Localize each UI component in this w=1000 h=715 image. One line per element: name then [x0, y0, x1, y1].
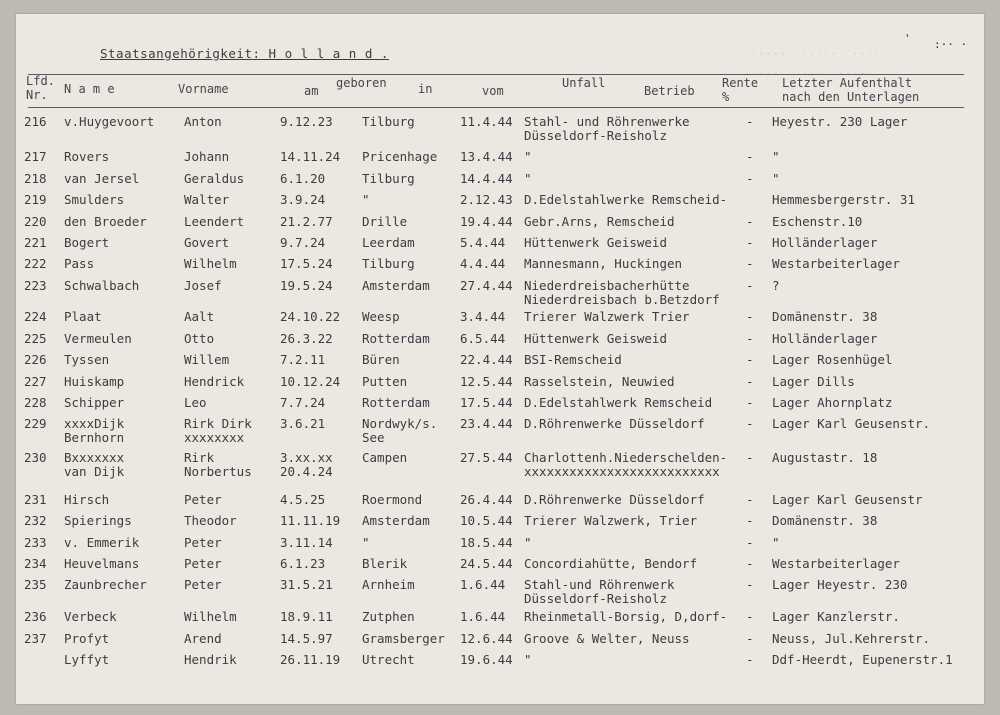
cell-vorname: Theodor [184, 513, 237, 528]
cell-vorname: Peter [184, 577, 222, 592]
cell-name: Huiskamp [64, 374, 125, 389]
cell-vorname: Hendrick [184, 374, 245, 389]
header-bottom-rule [28, 107, 964, 108]
cell-betrieb: Rheinmetall-Borsig, D,dorf- [524, 609, 728, 624]
cell-vorname: Anton [184, 114, 222, 129]
cell-geboren-am: 3.11.14 [280, 535, 333, 550]
cell-name: Pass [64, 256, 95, 271]
cell-rente: - [746, 513, 754, 528]
cell-geboren-in: Pricenhage [362, 149, 438, 164]
cell-vorname: Wilhelm [184, 609, 237, 624]
header-geboren-in: in [418, 82, 433, 96]
cell-geboren-am: 3.xx.xx 20.4.24 [280, 450, 333, 479]
cell-geboren-in: Campen [362, 450, 408, 465]
cell-vom: 18.5.44 [460, 535, 513, 550]
cell-nr: 221 [24, 235, 47, 250]
cell-geboren-in: Roermond [362, 492, 423, 507]
cell-rente: - [746, 631, 754, 646]
cell-vorname: Johann [184, 149, 230, 164]
cell-name: Spierings [64, 513, 132, 528]
cell-vorname: Arend [184, 631, 222, 646]
cell-vorname: Geraldus [184, 171, 245, 186]
cell-betrieb: Stahl-und Röhrenwerk Düsseldorf-Reisholz [524, 577, 675, 606]
header-vom: vom [482, 84, 504, 98]
cell-vom: 23.4.44 [460, 416, 513, 431]
cell-vom: 19.6.44 [460, 652, 513, 667]
cell-betrieb: D.Edelstahlwerke Remscheid- [524, 192, 728, 207]
cell-letzter-aufenthalt: " [772, 149, 780, 164]
cell-geboren-am: 24.10.22 [280, 309, 341, 324]
cell-name: v.Huygevoort [64, 114, 155, 129]
document-page [16, 14, 984, 704]
cell-geboren-am: 7.2.11 [280, 352, 326, 367]
cell-rente: - [746, 278, 754, 293]
cell-betrieb: Groove & Welter, Neuss [524, 631, 690, 646]
cell-nr: 229 [24, 416, 47, 431]
cell-betrieb: " [524, 149, 532, 164]
cell-geboren-in: Leerdam [362, 235, 415, 250]
cell-rente: - [746, 149, 754, 164]
cell-letzter-aufenthalt: Neuss, Jul.Kehrerstr. [772, 631, 931, 646]
cell-geboren-in: Blerik [362, 556, 408, 571]
cell-geboren-in: Amsterdam [362, 278, 430, 293]
cell-vom: 6.5.44 [460, 331, 506, 346]
cell-rente: - [746, 535, 754, 550]
cell-letzter-aufenthalt: Lager Kanzlerstr. [772, 609, 900, 624]
cell-nr: 222 [24, 256, 47, 271]
cell-geboren-am: 9.7.24 [280, 235, 326, 250]
cell-vom: 24.5.44 [460, 556, 513, 571]
cell-vorname: Josef [184, 278, 222, 293]
cell-geboren-am: 31.5.21 [280, 577, 333, 592]
cell-geboren-in: Zutphen [362, 609, 415, 624]
cell-name: Schipper [64, 395, 125, 410]
cell-vom: 27.4.44 [460, 278, 513, 293]
cell-name: Verbeck [64, 609, 117, 624]
cell-geboren-am: 11.11.19 [280, 513, 341, 528]
cell-rente: - [746, 352, 754, 367]
cell-geboren-in: Utrecht [362, 652, 415, 667]
cell-betrieb: Stahl- und Röhrenwerke Düsseldorf-Reisholz [524, 114, 690, 143]
cell-geboren-in: Drille [362, 214, 408, 229]
cell-vorname: Peter [184, 556, 222, 571]
cell-name: Plaat [64, 309, 102, 324]
cell-rente: - [746, 235, 754, 250]
cell-betrieb: Concordiahütte, Bendorf [524, 556, 698, 571]
cell-vorname: Leendert [184, 214, 245, 229]
cell-vorname: Otto [184, 331, 215, 346]
cell-nr: 227 [24, 374, 47, 389]
header-letzter-aufenthalt: Letzter Aufenthalt nach den Unterlagen [782, 76, 920, 104]
cell-letzter-aufenthalt: " [772, 535, 780, 550]
cell-letzter-aufenthalt: Domänenstr. 38 [772, 309, 878, 324]
margin-mark: ' [904, 32, 911, 45]
cell-name: Zaunbrecher [64, 577, 147, 592]
cell-geboren-am: 7.7.24 [280, 395, 326, 410]
cell-vorname: Govert [184, 235, 230, 250]
cell-rente: - [746, 171, 754, 186]
cell-rente: - [746, 652, 754, 667]
cell-name: Smulders [64, 192, 125, 207]
cell-letzter-aufenthalt: Lager Karl Geusenstr [772, 492, 923, 507]
cell-rente: - [746, 395, 754, 410]
cell-geboren-am: 14.11.24 [280, 149, 341, 164]
cell-nr: 234 [24, 556, 47, 571]
cell-geboren-in: Arnheim [362, 577, 415, 592]
cell-vorname: Willem [184, 352, 230, 367]
cell-vom: 1.6.44 [460, 577, 506, 592]
cell-vom: 1.6.44 [460, 609, 506, 624]
cell-rente: - [746, 256, 754, 271]
cell-geboren-in: Rotterdam [362, 331, 430, 346]
cell-betrieb: " [524, 652, 532, 667]
cell-name: Profyt [64, 631, 110, 646]
cell-letzter-aufenthalt: Eschenstr.10 [772, 214, 863, 229]
cell-betrieb: D.Röhrenwerke Düsseldorf [524, 416, 705, 431]
cell-name: van Jersel [64, 171, 140, 186]
cell-nr: 216 [24, 114, 47, 129]
cell-betrieb: D.Edelstahlwerk Remscheid [524, 395, 713, 410]
cell-nr: 219 [24, 192, 47, 207]
cell-vom: 3.4.44 [460, 309, 506, 324]
cell-rente: - [746, 374, 754, 389]
cell-geboren-am: 6.1.23 [280, 556, 326, 571]
cell-name: den Broeder [64, 214, 147, 229]
cell-letzter-aufenthalt: Westarbeiterlager [772, 256, 900, 271]
cell-vom: 26.4.44 [460, 492, 513, 507]
cell-betrieb: " [524, 171, 532, 186]
cell-vorname: Rirk Dirk xxxxxxxx [184, 416, 252, 445]
header-name: N a m e [64, 82, 115, 96]
cell-letzter-aufenthalt: Ddf-Heerdt, Eupenerstr.1 [772, 652, 953, 667]
cell-geboren-in: Büren [362, 352, 400, 367]
cell-letzter-aufenthalt: Lager Heyestr. 230 [772, 577, 908, 592]
header-top-rule [28, 74, 964, 75]
cell-name: Bogert [64, 235, 110, 250]
cell-geboren-in: Rotterdam [362, 395, 430, 410]
cell-vorname: Peter [184, 492, 222, 507]
cell-geboren-am: 6.1.20 [280, 171, 326, 186]
header-unfall: Unfall [562, 76, 606, 90]
cell-rente: - [746, 556, 754, 571]
cell-letzter-aufenthalt: Hemmesbergerstr. 31 [772, 192, 915, 207]
cell-betrieb: Hüttenwerk Geisweid [524, 235, 667, 250]
cell-name: Heuvelmans [64, 556, 140, 571]
cell-rente: - [746, 331, 754, 346]
cell-letzter-aufenthalt: Heyestr. 230 Lager [772, 114, 908, 129]
cell-letzter-aufenthalt: " [772, 171, 780, 186]
cell-vom: 5.4.44 [460, 235, 506, 250]
cell-vorname: Hendrik [184, 652, 237, 667]
cell-vom: 2.12.43 [460, 192, 513, 207]
cell-vorname: Rirk Norbertus [184, 450, 252, 479]
cell-name: Schwalbach [64, 278, 140, 293]
cell-name: Vermeulen [64, 331, 132, 346]
cell-nr: 237 [24, 631, 47, 646]
cell-betrieb: BSI-Remscheid [524, 352, 622, 367]
header-geboren: geboren [336, 76, 387, 90]
cell-nr: 217 [24, 149, 47, 164]
cell-geboren-am: 3.9.24 [280, 192, 326, 207]
cell-vom: 10.5.44 [460, 513, 513, 528]
cell-name: v. Emmerik [64, 535, 140, 550]
cell-letzter-aufenthalt: ? [772, 278, 780, 293]
cell-geboren-am: 14.5.97 [280, 631, 333, 646]
bleed-through-text: ····· ····· ···· ····· ··· ····· [743, 47, 881, 81]
cell-geboren-am: 9.12.23 [280, 114, 333, 129]
document-title: Staatsangehörigkeit: H o l l a n d . [100, 46, 389, 61]
cell-name: xxxxDijk Bernhorn [64, 416, 125, 445]
cell-rente: - [746, 450, 754, 465]
cell-nr: 226 [24, 352, 47, 367]
cell-geboren-in: Tilburg [362, 171, 415, 186]
cell-rente: - [746, 114, 754, 129]
header-betrieb: Betrieb [644, 84, 695, 98]
header-lfd-nr: Lfd. Nr. [26, 74, 55, 102]
cell-vorname: Aalt [184, 309, 215, 324]
cell-geboren-in: Nordwyk/s. See [362, 416, 438, 445]
cell-letzter-aufenthalt: Westarbeiterlager [772, 556, 900, 571]
cell-letzter-aufenthalt: Holländerlager [772, 331, 878, 346]
cell-geboren-in: " [362, 192, 370, 207]
cell-nr: 224 [24, 309, 47, 324]
cell-vom: 12.6.44 [460, 631, 513, 646]
cell-vom: 11.4.44 [460, 114, 513, 129]
cell-name: Rovers [64, 149, 110, 164]
cell-betrieb: Hüttenwerk Geisweid [524, 331, 667, 346]
cell-vom: 14.4.44 [460, 171, 513, 186]
cell-vom: 17.5.44 [460, 395, 513, 410]
cell-geboren-am: 21.2.77 [280, 214, 333, 229]
cell-vom: 4.4.44 [460, 256, 506, 271]
cell-nr: 228 [24, 395, 47, 410]
cell-geboren-in: Gramsberger [362, 631, 445, 646]
cell-geboren-am: 3.6.21 [280, 416, 326, 431]
cell-name: Hirsch [64, 492, 110, 507]
cell-name: Lyffyt [64, 652, 110, 667]
cell-name: Tyssen [64, 352, 110, 367]
cell-letzter-aufenthalt: Lager Dills [772, 374, 855, 389]
cell-nr: 230 [24, 450, 47, 465]
header-rente: Rente % [722, 76, 759, 104]
cell-geboren-in: Weesp [362, 309, 400, 324]
cell-geboren-am: 4.5.25 [280, 492, 326, 507]
cell-nr: 235 [24, 577, 47, 592]
cell-betrieb: Niederdreisbacherhütte Niederdreisbach b.Betzdorf [524, 278, 720, 307]
cell-betrieb: Trierer Walzwerk, Trier [524, 513, 698, 528]
cell-nr: 223 [24, 278, 47, 293]
cell-vom: 13.4.44 [460, 149, 513, 164]
cell-geboren-am: 18.9.11 [280, 609, 333, 624]
cell-geboren-in: Tilburg [362, 114, 415, 129]
cell-betrieb: Rasselstein, Neuwied [524, 374, 675, 389]
cell-letzter-aufenthalt: Lager Ahornplatz [772, 395, 893, 410]
cell-betrieb: Gebr.Arns, Remscheid [524, 214, 675, 229]
cell-rente: - [746, 492, 754, 507]
cell-name: Bxxxxxxx van Dijk [64, 450, 125, 479]
cell-nr: 232 [24, 513, 47, 528]
cell-nr: 231 [24, 492, 47, 507]
margin-mark: :·· · [934, 38, 968, 51]
cell-geboren-am: 10.12.24 [280, 374, 341, 389]
cell-vorname: Peter [184, 535, 222, 550]
cell-letzter-aufenthalt: Holländerlager [772, 235, 878, 250]
cell-betrieb: Trierer Walzwerk Trier [524, 309, 690, 324]
cell-nr: 233 [24, 535, 47, 550]
cell-geboren-am: 26.11.19 [280, 652, 341, 667]
cell-geboren-in: " [362, 535, 370, 550]
cell-letzter-aufenthalt: Lager Karl Geusenstr. [772, 416, 931, 431]
cell-nr: 218 [24, 171, 47, 186]
cell-letzter-aufenthalt: Lager Rosenhügel [772, 352, 893, 367]
cell-betrieb: " [524, 535, 532, 550]
cell-vom: 27.5.44 [460, 450, 513, 465]
cell-vorname: Leo [184, 395, 207, 410]
cell-vorname: Wilhelm [184, 256, 237, 271]
cell-vom: 12.5.44 [460, 374, 513, 389]
cell-betrieb: D.Röhrenwerke Düsseldorf [524, 492, 705, 507]
cell-vom: 19.4.44 [460, 214, 513, 229]
cell-letzter-aufenthalt: Domänenstr. 38 [772, 513, 878, 528]
cell-nr: 220 [24, 214, 47, 229]
cell-rente: - [746, 309, 754, 324]
cell-geboren-in: Putten [362, 374, 408, 389]
cell-rente: - [746, 609, 754, 624]
cell-rente: - [746, 416, 754, 431]
cell-betrieb: Charlottenh.Niederschelden- xxxxxxxxxxxxxxxxxxxxxxxxxx [524, 450, 728, 479]
cell-letzter-aufenthalt: Augustastr. 18 [772, 450, 878, 465]
cell-geboren-am: 19.5.24 [280, 278, 333, 293]
cell-rente: - [746, 214, 754, 229]
cell-nr: 236 [24, 609, 47, 624]
cell-nr: 225 [24, 331, 47, 346]
cell-geboren-am: 17.5.24 [280, 256, 333, 271]
header-vorname: Vorname [178, 82, 229, 96]
cell-geboren-am: 26.3.22 [280, 331, 333, 346]
cell-geboren-in: Tilburg [362, 256, 415, 271]
cell-geboren-in: Amsterdam [362, 513, 430, 528]
cell-vom: 22.4.44 [460, 352, 513, 367]
cell-betrieb: Mannesmann, Huckingen [524, 256, 683, 271]
cell-rente: - [746, 577, 754, 592]
header-geboren-am: am [304, 84, 319, 98]
cell-vorname: Walter [184, 192, 230, 207]
